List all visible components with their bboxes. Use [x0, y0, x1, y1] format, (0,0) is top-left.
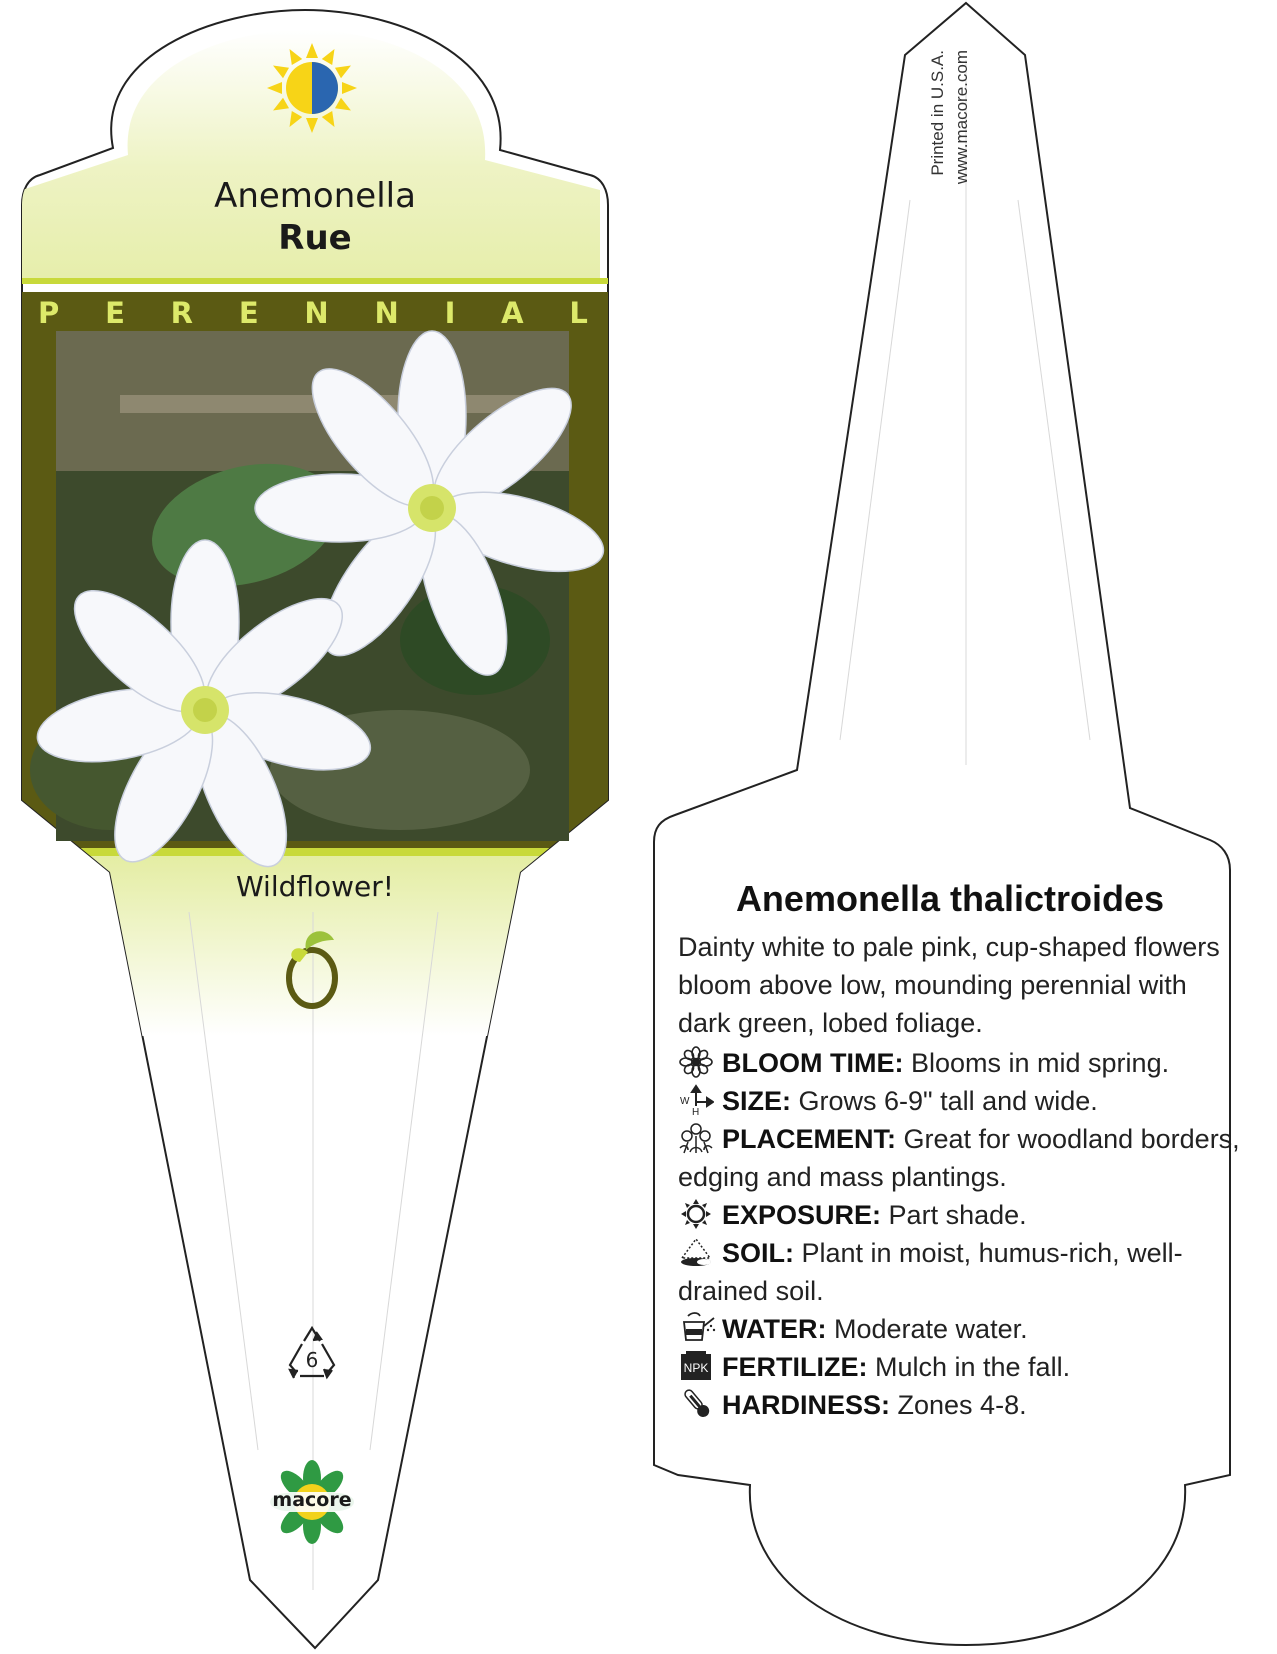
attribute-row: [678, 1196, 1243, 1234]
attribute-label: WATER:: [722, 1314, 827, 1344]
sun-icon: [678, 1198, 716, 1228]
brand-logo-text: macore: [272, 1489, 352, 1511]
attribute-row: [678, 1310, 1243, 1348]
soil-icon: [678, 1236, 716, 1266]
svg-text:NPK: NPK: [683, 1361, 709, 1375]
attribute-value: Grows 6-9" tall and wide.: [791, 1086, 1098, 1116]
category-letter: E: [238, 296, 259, 330]
category-letter: N: [304, 296, 329, 330]
category-label: [38, 296, 588, 330]
category-letter: L: [569, 296, 588, 330]
attribute-row: [678, 1234, 1243, 1310]
category-letter: R: [170, 296, 194, 330]
tagline: Wildflower!: [235, 870, 395, 903]
attribute-label: HARDINESS:: [722, 1390, 891, 1420]
attribute-value: Zones 4-8.: [890, 1390, 1027, 1420]
attribute-row: [678, 1120, 1243, 1196]
category-letter: E: [105, 296, 125, 330]
category-letter: A: [501, 296, 524, 330]
attribute-label: SOIL:: [722, 1238, 794, 1268]
flower-icon: [678, 1046, 716, 1076]
svg-text:W: W: [680, 1096, 690, 1107]
attribute-row: [678, 1386, 1243, 1424]
attribute-label: PLACEMENT:: [722, 1124, 896, 1154]
attribute-row: [678, 1082, 1243, 1120]
npk-icon: [678, 1350, 716, 1380]
attribute-value: Part shade.: [881, 1200, 1027, 1230]
attribute-label: EXPOSURE:: [722, 1200, 882, 1230]
category-letter: I: [444, 296, 456, 330]
care-info: [678, 928, 1248, 1424]
attribute-value: Great for woodland borders, edging and mass plantings.: [678, 1124, 1240, 1192]
attribute-list: [678, 1044, 1243, 1424]
attribute-value: Plant in moist, humus-rich, well-drained soil.: [678, 1238, 1183, 1306]
attribute-label: BLOOM TIME:: [722, 1048, 904, 1078]
website: www.macore.com: [952, 50, 971, 185]
svg-text:H: H: [692, 1107, 700, 1116]
thermometer-icon: [678, 1388, 716, 1418]
attribute-label: SIZE:: [722, 1086, 792, 1116]
placement-icon: [678, 1122, 716, 1152]
description: Dainty white to pale pink, cup-shaped flowers bloom above low, mounding perennial with dark green, lobed foliage.: [678, 932, 1220, 1038]
attribute-label: FERTILIZE:: [722, 1352, 868, 1382]
printed-credit: [926, 50, 986, 270]
category-letter: P: [38, 296, 60, 330]
size-icon: [678, 1084, 716, 1114]
attribute-value: Mulch in the fall.: [867, 1352, 1071, 1382]
attribute-row: [678, 1348, 1243, 1386]
attribute-value: Blooms in mid spring.: [903, 1048, 1170, 1078]
watering-can-icon: [678, 1312, 716, 1342]
recycle-number: 6: [305, 1348, 319, 1372]
genus-name: Anemonella: [214, 176, 416, 216]
attribute-row: [678, 1044, 1243, 1082]
attribute-value: Moderate water.: [826, 1314, 1028, 1344]
botanical-name: Anemonella thalictroides: [735, 878, 1165, 919]
common-name: Rue: [278, 218, 352, 258]
printed-in: Printed in U.S.A.: [928, 50, 947, 176]
category-letter: N: [374, 296, 399, 330]
